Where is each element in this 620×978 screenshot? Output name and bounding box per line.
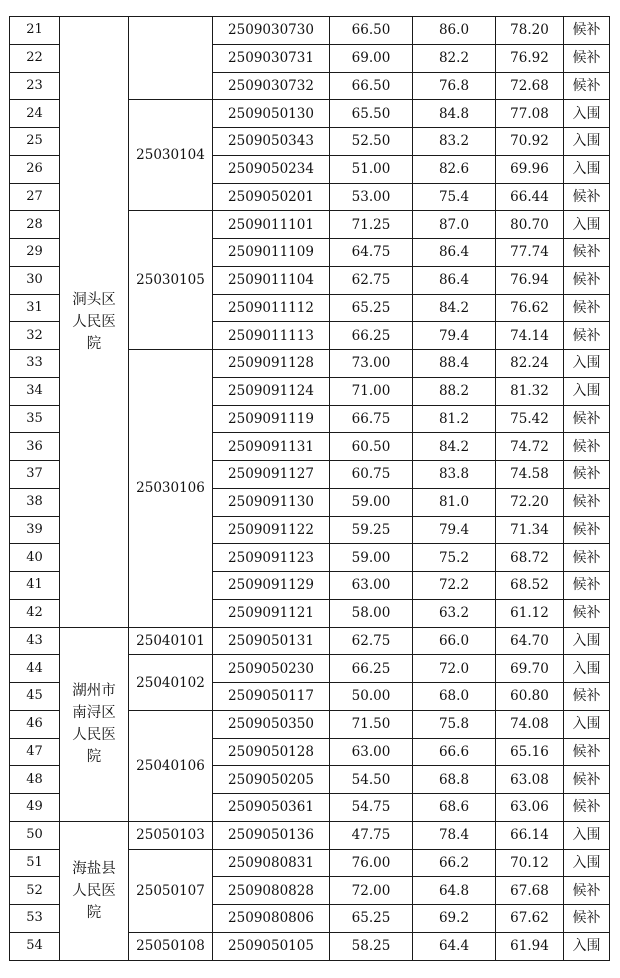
interview-score-cell: 64.4 [413, 932, 496, 960]
sequence-cell: 49 [10, 794, 60, 822]
written-score-cell: 58.00 [330, 599, 413, 627]
total-score-cell: 67.68 [496, 877, 564, 905]
total-score-cell: 78.20 [496, 17, 564, 45]
result-cell: 候补 [564, 905, 610, 933]
ticket-number-cell: 2509050117 [213, 683, 330, 711]
written-score-cell: 73.00 [330, 350, 413, 378]
result-cell: 入围 [564, 932, 610, 960]
unit-name-line: 人民医 [72, 882, 116, 899]
ticket-number-cell: 2509091127 [213, 461, 330, 489]
written-score-cell: 62.75 [330, 266, 413, 294]
ticket-number-cell: 2509030731 [213, 44, 330, 72]
interview-score-cell: 83.2 [413, 128, 496, 156]
ticket-number-cell: 2509091124 [213, 377, 330, 405]
ticket-number-cell: 2509050205 [213, 766, 330, 794]
sequence-cell: 39 [10, 516, 60, 544]
result-cell: 候补 [564, 322, 610, 350]
interview-score-cell: 75.2 [413, 544, 496, 572]
ticket-number-cell: 2509091129 [213, 572, 330, 600]
written-score-cell: 66.50 [330, 17, 413, 45]
position-code-cell: 25040102 [129, 655, 213, 711]
unit-name-line: 院 [86, 335, 102, 352]
position-code-cell: 25050108 [129, 932, 213, 960]
position-code-cell: 25040101 [129, 627, 213, 655]
sequence-cell: 51 [10, 849, 60, 877]
ticket-number-cell: 2509080828 [213, 877, 330, 905]
interview-score-cell: 82.6 [413, 155, 496, 183]
sequence-cell: 54 [10, 932, 60, 960]
sequence-cell: 33 [10, 350, 60, 378]
result-cell: 候补 [564, 239, 610, 267]
sequence-cell: 30 [10, 266, 60, 294]
sequence-cell: 52 [10, 877, 60, 905]
position-code-cell: 25030105 [129, 211, 213, 350]
unit-name-line: 院 [86, 749, 102, 766]
result-cell: 候补 [564, 433, 610, 461]
written-score-cell: 72.00 [330, 877, 413, 905]
unit-name-line: 海盐县 [72, 860, 116, 877]
result-cell: 候补 [564, 405, 610, 433]
result-cell: 候补 [564, 794, 610, 822]
total-score-cell: 70.12 [496, 849, 564, 877]
interview-score-cell: 68.6 [413, 794, 496, 822]
position-code-cell [129, 17, 213, 100]
total-score-cell: 76.92 [496, 44, 564, 72]
sequence-cell: 43 [10, 627, 60, 655]
total-score-cell: 61.12 [496, 599, 564, 627]
ticket-number-cell: 2509050130 [213, 100, 330, 128]
interview-score-cell: 84.8 [413, 100, 496, 128]
written-score-cell: 64.75 [330, 239, 413, 267]
unit-name-line: 院 [86, 904, 102, 921]
interview-score-cell: 68.8 [413, 766, 496, 794]
ticket-number-cell: 2509091123 [213, 544, 330, 572]
result-cell: 候补 [564, 572, 610, 600]
result-cell: 候补 [564, 766, 610, 794]
interview-score-cell: 79.4 [413, 322, 496, 350]
result-cell: 候补 [564, 72, 610, 100]
interview-score-cell: 75.4 [413, 183, 496, 211]
ticket-number-cell: 2509050136 [213, 821, 330, 849]
written-score-cell: 71.00 [330, 377, 413, 405]
written-score-cell: 59.00 [330, 544, 413, 572]
ticket-number-cell: 2509091131 [213, 433, 330, 461]
sequence-cell: 37 [10, 461, 60, 489]
total-score-cell: 82.24 [496, 350, 564, 378]
ticket-number-cell: 2509050361 [213, 794, 330, 822]
total-score-cell: 63.08 [496, 766, 564, 794]
sequence-cell: 28 [10, 211, 60, 239]
result-cell: 候补 [564, 17, 610, 45]
total-score-cell: 68.52 [496, 572, 564, 600]
ticket-number-cell: 2509050350 [213, 710, 330, 738]
interview-score-cell: 72.0 [413, 655, 496, 683]
written-score-cell: 59.00 [330, 488, 413, 516]
result-cell: 候补 [564, 266, 610, 294]
total-score-cell: 74.08 [496, 710, 564, 738]
ticket-number-cell: 2509080831 [213, 849, 330, 877]
written-score-cell: 65.50 [330, 100, 413, 128]
unit-name-cell [60, 627, 129, 821]
total-score-cell: 66.44 [496, 183, 564, 211]
position-code-cell: 25040106 [129, 710, 213, 821]
interview-score-cell: 72.2 [413, 572, 496, 600]
unit-name-cell [60, 821, 129, 960]
unit-name-line: 湖州市 [72, 683, 116, 700]
unit-name-line: 南浔区 [72, 705, 116, 722]
interview-score-cell: 86.4 [413, 239, 496, 267]
sequence-cell: 25 [10, 128, 60, 156]
ticket-number-cell: 2509080806 [213, 905, 330, 933]
position-code-cell: 25050103 [129, 821, 213, 849]
written-score-cell: 71.25 [330, 211, 413, 239]
ticket-number-cell: 2509091122 [213, 516, 330, 544]
result-cell: 入围 [564, 128, 610, 156]
interview-score-cell: 76.8 [413, 72, 496, 100]
sequence-cell: 35 [10, 405, 60, 433]
ticket-number-cell: 2509091119 [213, 405, 330, 433]
written-score-cell: 76.00 [330, 849, 413, 877]
interview-score-cell: 81.2 [413, 405, 496, 433]
sequence-cell: 45 [10, 683, 60, 711]
total-score-cell: 67.62 [496, 905, 564, 933]
ticket-number-cell: 2509050201 [213, 183, 330, 211]
ticket-number-cell: 2509050230 [213, 655, 330, 683]
table-row [10, 17, 610, 45]
ticket-number-cell: 2509091121 [213, 599, 330, 627]
written-score-cell: 71.50 [330, 710, 413, 738]
result-cell: 候补 [564, 294, 610, 322]
written-score-cell: 63.00 [330, 572, 413, 600]
table-row [10, 627, 610, 655]
ticket-number-cell: 2509030732 [213, 72, 330, 100]
sequence-cell: 24 [10, 100, 60, 128]
table-row [10, 821, 610, 849]
total-score-cell: 76.94 [496, 266, 564, 294]
sequence-cell: 22 [10, 44, 60, 72]
sequence-cell: 42 [10, 599, 60, 627]
ticket-number-cell: 2509091128 [213, 350, 330, 378]
result-cell: 候补 [564, 44, 610, 72]
sequence-cell: 48 [10, 766, 60, 794]
sequence-cell: 46 [10, 710, 60, 738]
sequence-cell: 21 [10, 17, 60, 45]
result-cell: 候补 [564, 877, 610, 905]
interview-score-cell: 78.4 [413, 821, 496, 849]
position-code-cell: 25030106 [129, 350, 213, 628]
total-score-cell: 69.96 [496, 155, 564, 183]
unit-name-cell [60, 17, 129, 628]
ticket-number-cell: 2509011101 [213, 211, 330, 239]
sequence-cell: 29 [10, 239, 60, 267]
ticket-number-cell: 2509011104 [213, 266, 330, 294]
interview-score-cell: 81.0 [413, 488, 496, 516]
written-score-cell: 59.25 [330, 516, 413, 544]
written-score-cell: 66.75 [330, 405, 413, 433]
result-cell: 入围 [564, 377, 610, 405]
result-cell: 候补 [564, 461, 610, 489]
interview-score-cell: 88.2 [413, 377, 496, 405]
written-score-cell: 53.00 [330, 183, 413, 211]
ticket-number-cell: 2509050128 [213, 738, 330, 766]
written-score-cell: 66.25 [330, 322, 413, 350]
total-score-cell: 74.58 [496, 461, 564, 489]
result-cell: 入围 [564, 655, 610, 683]
interview-score-cell: 68.0 [413, 683, 496, 711]
interview-score-cell: 82.2 [413, 44, 496, 72]
interview-score-cell: 75.8 [413, 710, 496, 738]
sequence-cell: 40 [10, 544, 60, 572]
ticket-number-cell: 2509050343 [213, 128, 330, 156]
unit-name-line: 洞头区 [72, 291, 116, 308]
result-cell: 候补 [564, 599, 610, 627]
interview-score-cell: 86.0 [413, 17, 496, 45]
result-cell: 入围 [564, 155, 610, 183]
written-score-cell: 62.75 [330, 627, 413, 655]
sequence-cell: 44 [10, 655, 60, 683]
sequence-cell: 38 [10, 488, 60, 516]
written-score-cell: 54.75 [330, 794, 413, 822]
interview-score-cell: 84.2 [413, 433, 496, 461]
interview-score-cell: 63.2 [413, 599, 496, 627]
written-score-cell: 65.25 [330, 294, 413, 322]
ticket-number-cell: 2509091130 [213, 488, 330, 516]
total-score-cell: 69.70 [496, 655, 564, 683]
interview-score-cell: 79.4 [413, 516, 496, 544]
ticket-number-cell: 2509030730 [213, 17, 330, 45]
interview-score-cell: 69.2 [413, 905, 496, 933]
total-score-cell: 74.72 [496, 433, 564, 461]
sequence-cell: 23 [10, 72, 60, 100]
sequence-cell: 26 [10, 155, 60, 183]
result-cell: 候补 [564, 183, 610, 211]
total-score-cell: 71.34 [496, 516, 564, 544]
total-score-cell: 74.14 [496, 322, 564, 350]
result-cell: 入围 [564, 211, 610, 239]
result-cell: 入围 [564, 627, 610, 655]
ticket-number-cell: 2509050234 [213, 155, 330, 183]
ticket-number-cell: 2509050131 [213, 627, 330, 655]
interview-score-cell: 66.0 [413, 627, 496, 655]
results-table-body [10, 17, 610, 961]
total-score-cell: 65.16 [496, 738, 564, 766]
result-cell: 入围 [564, 710, 610, 738]
total-score-cell: 77.74 [496, 239, 564, 267]
written-score-cell: 47.75 [330, 821, 413, 849]
sequence-cell: 27 [10, 183, 60, 211]
result-cell: 入围 [564, 100, 610, 128]
written-score-cell: 60.75 [330, 461, 413, 489]
sequence-cell: 32 [10, 322, 60, 350]
result-cell: 入围 [564, 821, 610, 849]
written-score-cell: 58.25 [330, 932, 413, 960]
written-score-cell: 66.25 [330, 655, 413, 683]
ticket-number-cell: 2509050105 [213, 932, 330, 960]
sequence-cell: 47 [10, 738, 60, 766]
result-cell: 入围 [564, 849, 610, 877]
interview-score-cell: 84.2 [413, 294, 496, 322]
result-cell: 候补 [564, 516, 610, 544]
results-table [9, 16, 610, 961]
total-score-cell: 77.08 [496, 100, 564, 128]
unit-name-line: 人民医 [72, 313, 116, 330]
total-score-cell: 68.72 [496, 544, 564, 572]
written-score-cell: 50.00 [330, 683, 413, 711]
sequence-cell: 34 [10, 377, 60, 405]
result-cell: 候补 [564, 488, 610, 516]
ticket-number-cell: 2509011112 [213, 294, 330, 322]
total-score-cell: 70.92 [496, 128, 564, 156]
total-score-cell: 72.68 [496, 72, 564, 100]
written-score-cell: 51.00 [330, 155, 413, 183]
position-code-cell: 25030104 [129, 100, 213, 211]
interview-score-cell: 87.0 [413, 211, 496, 239]
interview-score-cell: 66.2 [413, 849, 496, 877]
interview-score-cell: 66.6 [413, 738, 496, 766]
result-cell: 候补 [564, 738, 610, 766]
total-score-cell: 72.20 [496, 488, 564, 516]
interview-score-cell: 86.4 [413, 266, 496, 294]
total-score-cell: 61.94 [496, 932, 564, 960]
total-score-cell: 63.06 [496, 794, 564, 822]
sequence-cell: 36 [10, 433, 60, 461]
written-score-cell: 65.25 [330, 905, 413, 933]
unit-name-line: 人民医 [72, 727, 116, 744]
result-cell: 入围 [564, 350, 610, 378]
interview-score-cell: 83.8 [413, 461, 496, 489]
written-score-cell: 60.50 [330, 433, 413, 461]
sequence-cell: 41 [10, 572, 60, 600]
written-score-cell: 66.50 [330, 72, 413, 100]
sequence-cell: 53 [10, 905, 60, 933]
result-cell: 候补 [564, 544, 610, 572]
sequence-cell: 50 [10, 821, 60, 849]
total-score-cell: 60.80 [496, 683, 564, 711]
interview-score-cell: 88.4 [413, 350, 496, 378]
total-score-cell: 75.42 [496, 405, 564, 433]
written-score-cell: 54.50 [330, 766, 413, 794]
ticket-number-cell: 2509011113 [213, 322, 330, 350]
total-score-cell: 66.14 [496, 821, 564, 849]
sequence-cell: 31 [10, 294, 60, 322]
written-score-cell: 69.00 [330, 44, 413, 72]
result-cell: 候补 [564, 683, 610, 711]
written-score-cell: 63.00 [330, 738, 413, 766]
total-score-cell: 81.32 [496, 377, 564, 405]
interview-score-cell: 64.8 [413, 877, 496, 905]
ticket-number-cell: 2509011109 [213, 239, 330, 267]
total-score-cell: 64.70 [496, 627, 564, 655]
written-score-cell: 52.50 [330, 128, 413, 156]
total-score-cell: 80.70 [496, 211, 564, 239]
total-score-cell: 76.62 [496, 294, 564, 322]
position-code-cell: 25050107 [129, 849, 213, 932]
